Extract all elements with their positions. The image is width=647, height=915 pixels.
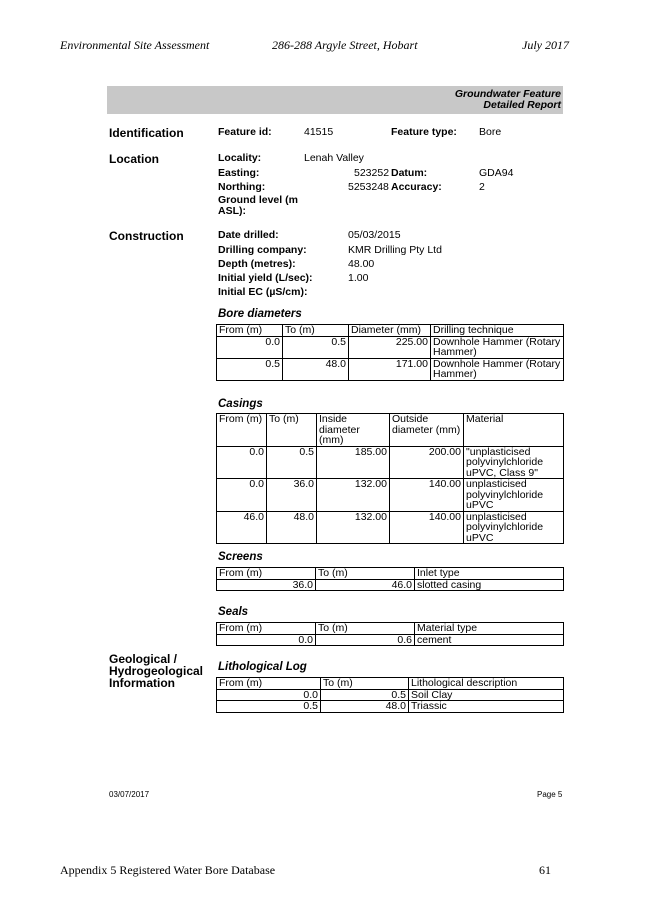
table-cell: 0.0: [217, 336, 283, 358]
table-cell: 48.0: [283, 358, 349, 380]
initial-yield-label: Initial yield (L/sec):: [218, 272, 313, 284]
casings-heading: Casings: [218, 398, 263, 410]
feature-type-label: Feature type:: [391, 126, 457, 138]
table-cell: 200.00: [390, 446, 464, 479]
table-row: [217, 689, 564, 701]
column-header: From (m): [217, 678, 321, 690]
table-cell: 0.5: [217, 358, 283, 380]
screens-heading: Screens: [218, 551, 263, 563]
locality-value: Lenah Valley: [304, 152, 364, 164]
table-cell: 48.0: [267, 511, 317, 544]
table-row: [217, 446, 564, 479]
table-cell: slotted casing: [415, 579, 564, 591]
easting-label: Easting:: [218, 167, 260, 179]
easting-value: 523252: [354, 167, 390, 179]
bore-diameters-heading: Bore diameters: [218, 308, 302, 320]
table-cell: 140.00: [390, 479, 464, 512]
table-cell: 132.00: [317, 479, 390, 512]
table-row: [217, 579, 564, 591]
ground-level-label: [218, 195, 298, 217]
report-title-line1: Groundwater Feature: [454, 88, 561, 100]
table-cell: 0.0: [217, 446, 267, 479]
column-header: To (m): [316, 623, 415, 635]
column-header: Drilling technique: [431, 325, 564, 337]
initial-ec-label: Initial EC (µS/cm):: [218, 286, 308, 298]
column-header: To (m): [267, 414, 317, 447]
table-cell: 0.0: [217, 479, 267, 512]
table-cell: 0.5: [217, 701, 321, 713]
table-cell: "unplasticised polyvinylchloride uPVC, Class 9": [464, 446, 564, 479]
date-drilled-value: 05/03/2015: [348, 229, 401, 241]
depth-label: Depth (metres):: [218, 258, 296, 270]
table-header-row: [217, 325, 564, 337]
report-title-line2: Detailed Report: [483, 99, 561, 111]
column-header: From (m): [217, 568, 316, 580]
column-header: Outside diameter (mm): [390, 414, 464, 447]
table-row: [217, 511, 564, 544]
accuracy-label: Accuracy:: [391, 181, 442, 193]
column-header: Diameter (mm): [349, 325, 431, 337]
table-cell: 225.00: [349, 336, 431, 358]
table-cell: Downhole Hammer (Rotary Hammer): [431, 358, 564, 380]
seals-table: [216, 622, 564, 646]
footer-left: Appendix 5 Registered Water Bore Database: [60, 863, 276, 877]
feature-type-value: Bore: [479, 126, 502, 138]
geology-heading-line2: Hydrogeological: [109, 664, 204, 678]
table-cell: Triassic: [409, 701, 564, 713]
header-left: Environmental Site Assessment: [60, 38, 210, 52]
footer-page-number: 61: [539, 863, 551, 877]
identification-heading: Identification: [109, 126, 184, 140]
column-header: Inlet type: [415, 568, 564, 580]
casings-table: [216, 413, 564, 544]
table-cell: 0.5: [283, 336, 349, 358]
table-cell: 36.0: [217, 579, 316, 591]
lithological-log-heading: Lithological Log: [218, 661, 307, 673]
table-header-row: [217, 623, 564, 635]
datum-label: Datum:: [391, 167, 428, 179]
table-row: [217, 336, 564, 358]
report-title-band: [107, 86, 563, 114]
table-cell: 0.5: [321, 689, 409, 701]
northing-value: 5253248: [348, 181, 389, 193]
seals-heading: Seals: [218, 606, 249, 618]
table-header-row: [217, 568, 564, 580]
table-cell: 0.5: [267, 446, 317, 479]
table-cell: 185.00: [317, 446, 390, 479]
ground-level-label-line1: Ground level (m: [218, 194, 298, 206]
column-header: From (m): [217, 414, 267, 447]
construction-heading: Construction: [109, 229, 184, 243]
drilling-company-label: Drilling company:: [218, 244, 307, 256]
table-cell: 0.0: [217, 689, 321, 701]
feature-id-value: 41515: [304, 126, 334, 138]
date-drilled-label: Date drilled:: [218, 229, 279, 241]
northing-label: Northing:: [218, 181, 266, 193]
table-cell: 0.6: [316, 634, 415, 646]
report-page-number: Page 5: [537, 790, 563, 799]
table-cell: 48.0: [321, 701, 409, 713]
table-row: [217, 358, 564, 380]
table-cell: 46.0: [316, 579, 415, 591]
column-header: To (m): [321, 678, 409, 690]
datum-value: GDA94: [479, 167, 514, 179]
bore-diameters-table: [216, 324, 564, 381]
table-cell: Downhole Hammer (Rotary Hammer): [431, 336, 564, 358]
report-date: 03/07/2017: [109, 790, 150, 799]
drilling-company-value: KMR Drilling Pty Ltd: [348, 244, 442, 256]
lithological-log-table: [216, 677, 564, 713]
table-row: [217, 701, 564, 713]
table-cell: 46.0: [217, 511, 267, 544]
geology-heading: [109, 653, 203, 689]
table-cell: unplasticised polyvinylchloride uPVC: [464, 511, 564, 544]
geology-heading-line3: Information: [109, 676, 175, 690]
geology-heading-line1: Geological /: [109, 652, 178, 666]
screens-table: [216, 567, 564, 591]
table-cell: 171.00: [349, 358, 431, 380]
column-header: From (m): [217, 325, 283, 337]
header-center: 286-288 Argyle Street, Hobart: [272, 38, 418, 52]
table-header-row: [217, 414, 564, 447]
table-cell: 140.00: [390, 511, 464, 544]
initial-yield-value: 1.00: [348, 272, 369, 284]
table-cell: Soil Clay: [409, 689, 564, 701]
table-header-row: [217, 678, 564, 690]
column-header: To (m): [283, 325, 349, 337]
header-right: July 2017: [522, 38, 569, 52]
column-header: Material type: [415, 623, 564, 635]
table-cell: 132.00: [317, 511, 390, 544]
depth-value: 48.00: [348, 258, 375, 270]
table-cell: 0.0: [217, 634, 316, 646]
column-header: From (m): [217, 623, 316, 635]
table-row: [217, 479, 564, 512]
location-heading: Location: [109, 152, 159, 166]
locality-label: Locality:: [218, 152, 262, 164]
table-cell: 36.0: [267, 479, 317, 512]
accuracy-value: 2: [479, 181, 485, 193]
table-cell: unplasticised polyvinylchloride uPVC: [464, 479, 564, 512]
ground-level-label-line2: ASL):: [218, 205, 246, 217]
column-header: Inside diameter (mm): [317, 414, 390, 447]
table-row: [217, 634, 564, 646]
column-header: Material: [464, 414, 564, 447]
column-header: To (m): [316, 568, 415, 580]
column-header: Lithological description: [409, 678, 564, 690]
feature-id-label: Feature id:: [218, 126, 272, 138]
table-cell: cement: [415, 634, 564, 646]
